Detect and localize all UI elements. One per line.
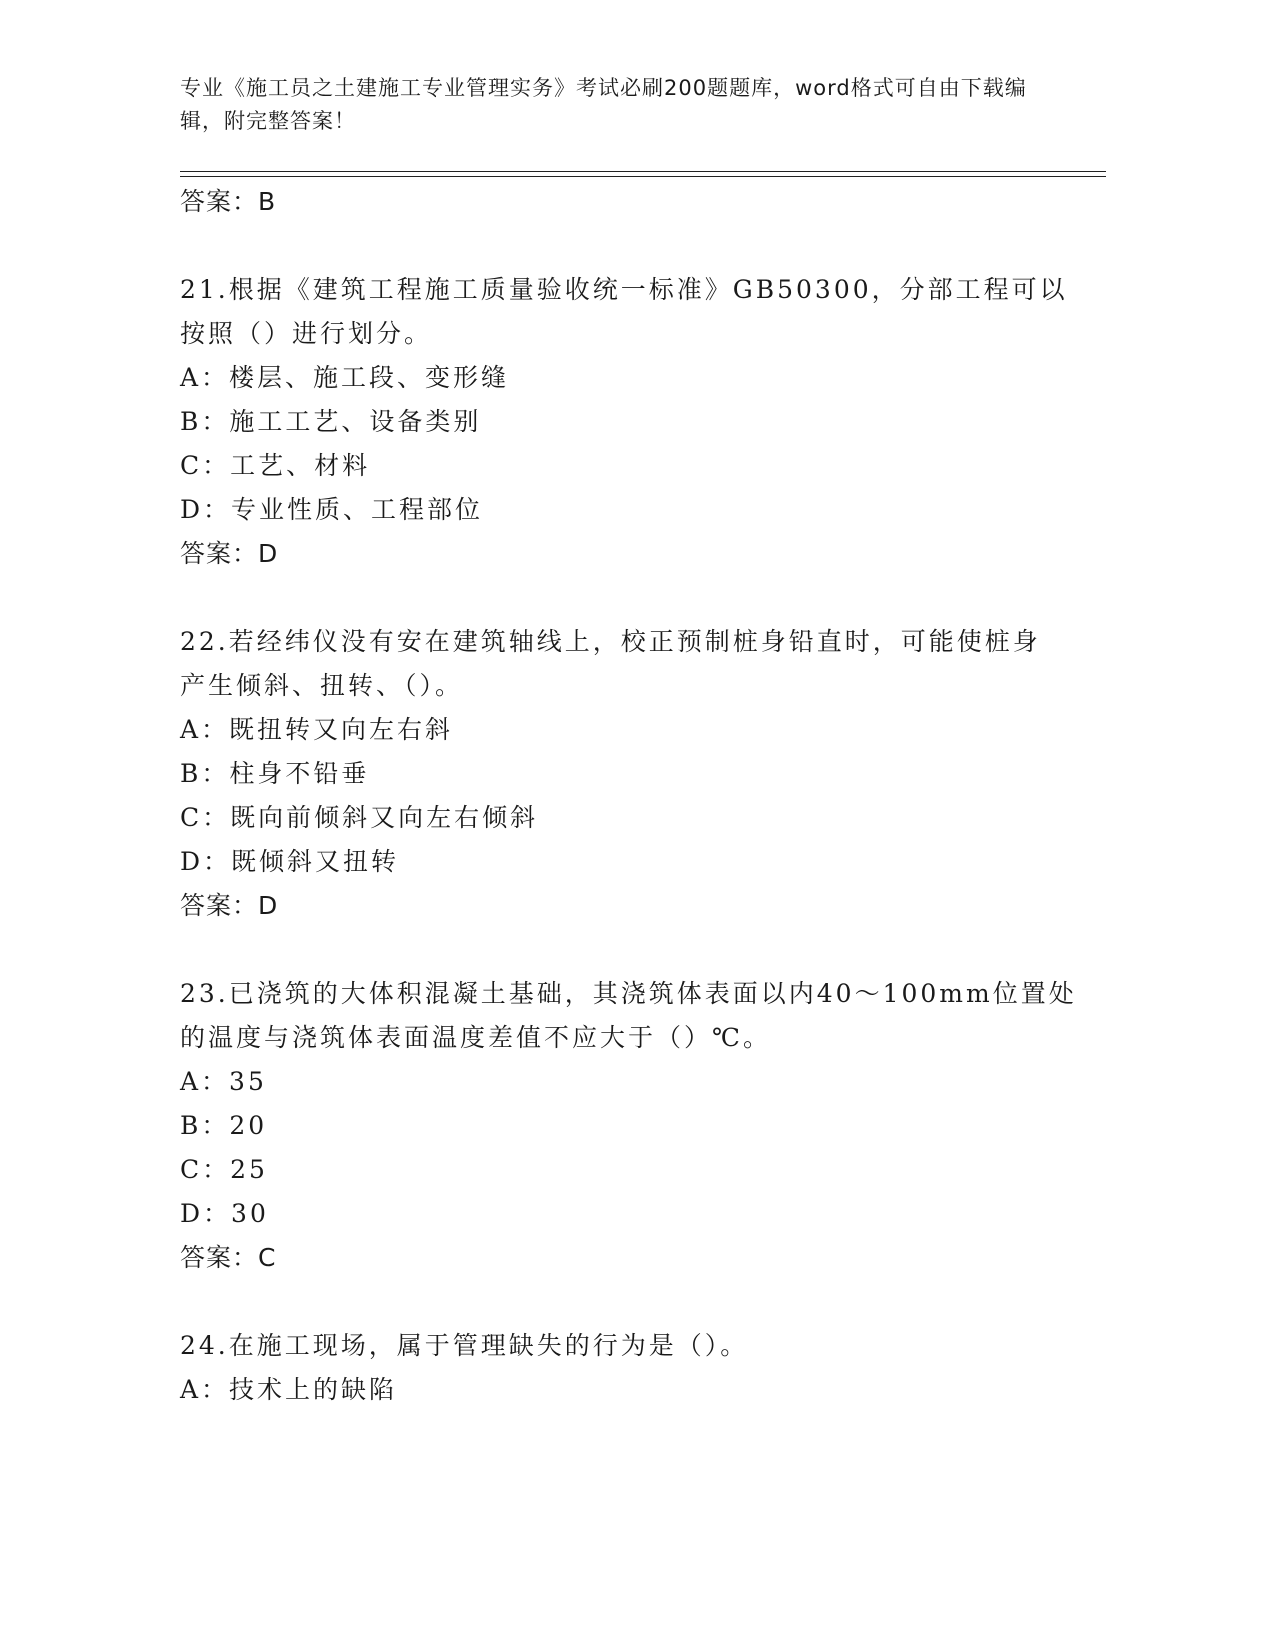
header-rule-top (180, 171, 1106, 172)
question-23 (180, 972, 1080, 1280)
question-text-line: 的温度与浇筑体表面温度差值不应大于（）℃。 (180, 1023, 771, 1052)
option-a: A：既扭转又向左右斜 (180, 715, 454, 744)
question-text-line: 按照（）进行划分。 (180, 319, 433, 348)
spacer (180, 928, 1080, 972)
option-a: A：楼层、施工段、变形缝 (180, 363, 510, 392)
option-a: A：35 (180, 1067, 267, 1096)
answer-line: 答案：D (180, 891, 279, 920)
question-text-line: 23.已浇筑的大体积混凝土基础，其浇筑体表面以内40～100mm位置处 (180, 979, 1077, 1008)
option-d: D：30 (180, 1199, 269, 1228)
option-b: B：20 (180, 1111, 268, 1140)
question-text-line: 21.根据《建筑工程施工质量验收统一标准》GB50300，分部工程可以 (180, 275, 1068, 304)
option-a: A：技术上的缺陷 (180, 1375, 398, 1404)
option-c: C：既向前倾斜又向左右倾斜 (180, 803, 539, 832)
option-c: C：工艺、材料 (180, 451, 371, 480)
option-b: B：柱身不铅垂 (180, 759, 370, 788)
question-21 (180, 268, 1080, 576)
spacer (180, 1280, 1080, 1324)
question-text-line: 22.若经纬仪没有安在建筑轴线上，校正预制桩身铅直时，可能使桩身 (180, 627, 1041, 656)
question-text-line: 产生倾斜、扭转、（）。 (180, 671, 464, 700)
question-24 (180, 1324, 1080, 1412)
option-d: D：既倾斜又扭转 (180, 847, 400, 876)
spacer (180, 224, 1080, 268)
answer-line: 答案：B (180, 187, 277, 216)
answer-line: 答案：C (180, 1243, 277, 1272)
page-header: 专业《施工员之土建施工专业管理实务》考试必刷200题题库，word格式可自由下载编辑，附完整答案！ (180, 76, 1027, 133)
spacer (180, 576, 1080, 620)
document-body (180, 180, 1080, 1412)
header-rule-bottom (180, 176, 1106, 177)
question-22 (180, 620, 1080, 928)
option-d: D：专业性质、工程部位 (180, 495, 484, 524)
option-c: C：25 (180, 1155, 268, 1184)
answer-line: 答案：D (180, 539, 279, 568)
question-text-line: 24.在施工现场，属于管理缺失的行为是（）。 (180, 1331, 749, 1360)
option-b: B：施工工艺、设备类别 (180, 407, 482, 436)
